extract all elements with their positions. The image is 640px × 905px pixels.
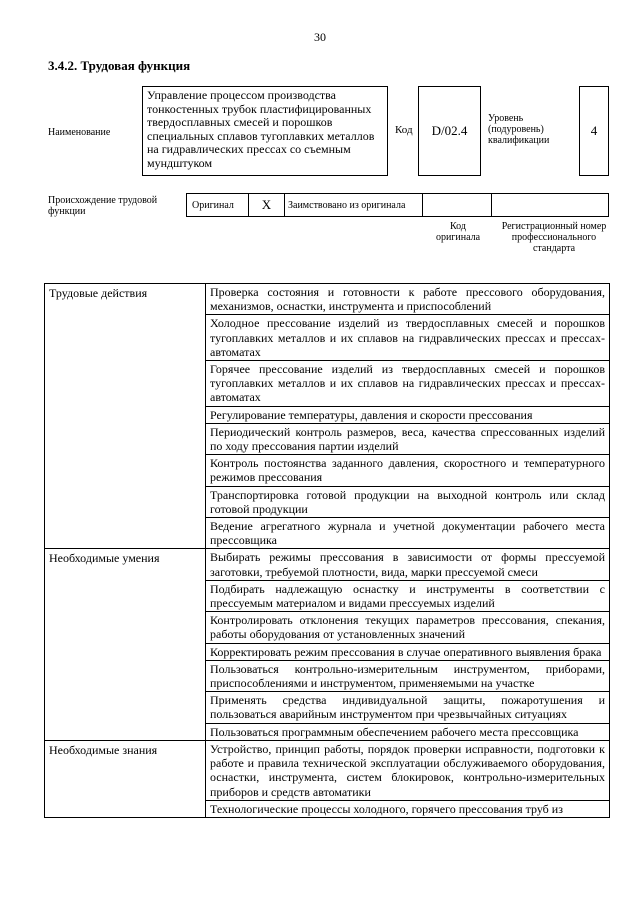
- section-row: [45, 740, 610, 817]
- borrowed-label: Заимствовано из оригинала: [288, 200, 406, 211]
- original-mark: X: [261, 197, 272, 212]
- level-value: 4: [590, 123, 598, 138]
- section-heading: 3.4.2. Трудовая функция: [48, 58, 191, 73]
- section-items: [206, 740, 610, 817]
- borrowed-cell: [285, 194, 423, 216]
- section-row: [45, 284, 610, 549]
- list-item: Контроль постоянства заданного давления, скоростного и температурного режимов прессования: [206, 455, 609, 486]
- list-item: Контролировать отклонения текущих параметров прессования, спекания, работы оборудования от установленных значений: [206, 612, 609, 643]
- reg-caption: Регистрационный номер профессионального стандарта: [501, 221, 607, 254]
- code-box: [418, 86, 481, 176]
- original-cell: [187, 194, 249, 216]
- list-item: Подбирать надлежащую оснастку и инструменты в соответствии с прессуемым материалом и видами прессуемых изделий: [206, 581, 609, 612]
- section-items: [206, 549, 610, 740]
- function-name-box: [142, 86, 388, 176]
- original-mark-cell: [249, 194, 285, 216]
- list-item: Транспортировка готовой продукции на выходной контроль или склад готовой продукции: [206, 487, 609, 518]
- original-label: Оригинал: [192, 199, 234, 211]
- list-item: Горячее прессование изделий из твердосплавных смесей и порошков тугоплавких металлов и их сплавов на гидравлических прессах и прессах-автоматах: [206, 361, 609, 407]
- level-label: Уровень (подуровень) квалификации: [488, 113, 550, 146]
- code-label: Код: [395, 124, 413, 136]
- reg-number-cell: [492, 194, 608, 216]
- page-number: 30: [314, 30, 326, 44]
- list-item: Периодический контроль размеров, веса, качества спрессованных изделий по ходу прессования партии изделий: [206, 424, 609, 455]
- function-table: [44, 283, 610, 818]
- list-item: Корректировать режим прессования в случае оперативного выявления брака: [206, 644, 609, 661]
- list-item: Ведение агрегатного журнала и учетной документации рабочего места прессовщика: [210, 519, 605, 548]
- name-label: Наименование: [48, 127, 111, 138]
- list-item: Устройство, принцип работы, порядок проверки исправности, подготовки к работе и правила технической эксплуатации обслуживаемого оборудования, оснастки, инструмента, систем блокировок, контрольно-измерительных приборов и средств автоматики: [206, 741, 609, 801]
- list-item: Пользоваться программным обеспечением рабочего места прессовщика: [210, 724, 579, 739]
- section-title: Необходимые знания: [45, 740, 206, 817]
- list-item: Регулирование температуры, давления и скорости прессования: [206, 407, 609, 424]
- list-item: Выбирать режимы прессования в зависимости от формы прессуемой заготовки, требуемой плотности, вида, марки прессуемой смеси: [206, 549, 609, 580]
- section-items: [206, 284, 610, 549]
- section-row: [45, 549, 610, 740]
- list-item: Проверка состояния и готовности к работе прессового оборудования, механизмов, оснастки, инструмента и приспособлений: [206, 284, 609, 315]
- list-item: Холодное прессование изделий из твердосплавных смесей и порошков тугоплавких металлов и их сплавов на гидравлических прессах и прессах-автоматах: [206, 315, 609, 361]
- code-value: D/02.4: [431, 123, 468, 138]
- list-item: Технологические процессы холодного, горячего прессования труб из: [210, 801, 563, 816]
- section-title: Необходимые умения: [45, 549, 206, 740]
- level-box: [579, 86, 609, 176]
- origin-label: Происхождение трудовой функции: [48, 195, 158, 217]
- origin-row: [186, 193, 609, 217]
- function-name: Управление процессом производства тонкостенных трубок пластифицированных твердосплавных смесей и порошков специальных сплавов тугоплавких металлов на гидравлических прессах со съемным мундштуком: [147, 88, 375, 170]
- list-item: Применять средства индивидуальной защиты, пожаротушения и пользоваться аварийным инструментом при чрезвычайных ситуациях: [206, 692, 609, 723]
- section-title: Трудовые действия: [45, 284, 206, 549]
- list-item: Пользоваться контрольно-измерительным инструментом, приборами, приспособлениями и инструментом, применяемыми на участке: [206, 661, 609, 692]
- original-code-cell: [423, 194, 492, 216]
- code-caption: Код оригинала: [435, 221, 481, 243]
